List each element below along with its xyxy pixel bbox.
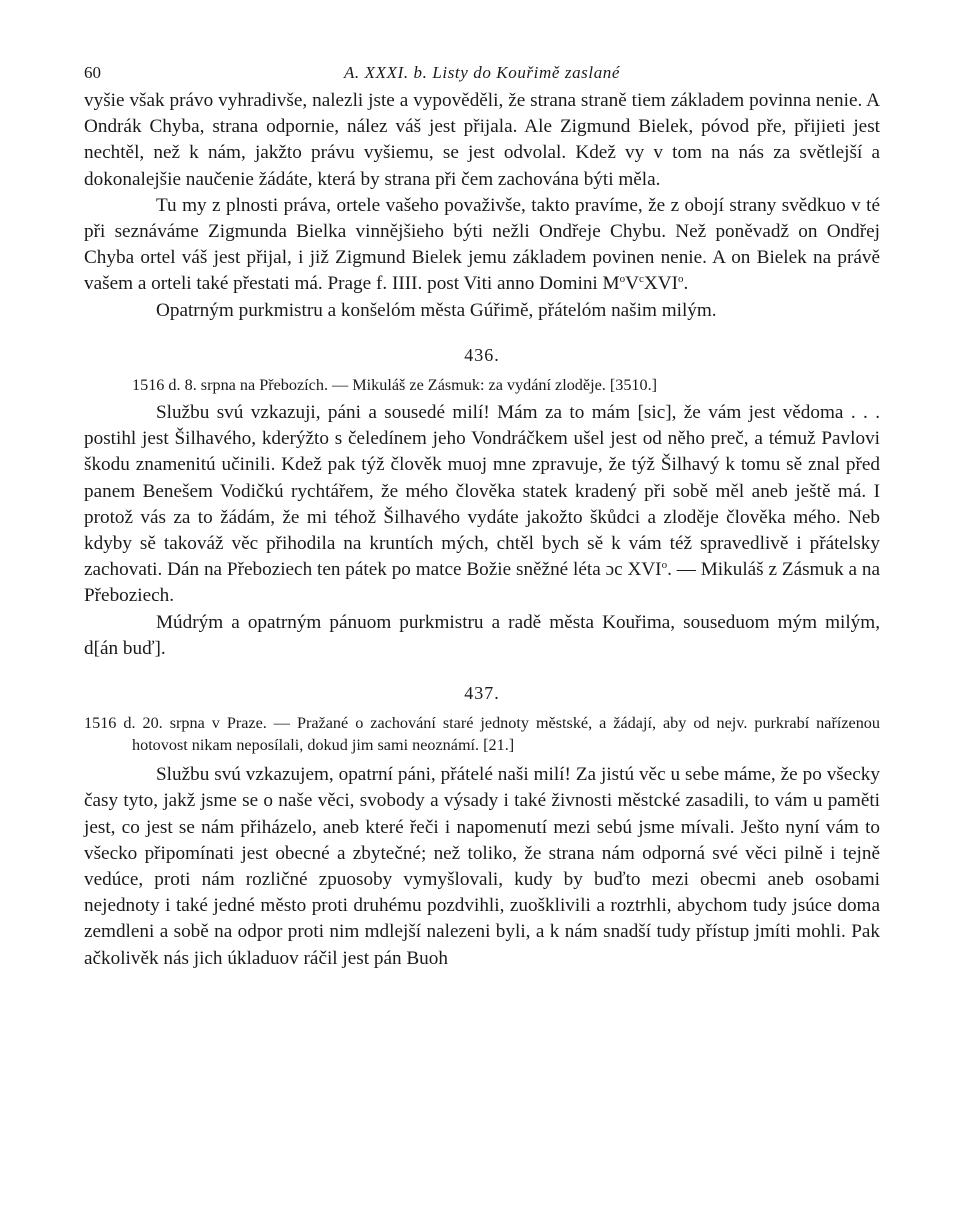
entry-regest: 1516 d. 20. srpna v Praze. — Pražané o zachování staré jednoty městské, a žádají, aby od nejv. purkrabí nařízenou hotovost nikam neposílali, dokud jim sami neoznámí. [21.] [84,714,880,755]
date-superscript: o [619,273,626,286]
letter-text: Službu svú vzkazuji, páni a sousedé milí! Mám za to mám [sic], že vám jest vědoma . . . postihl jest Šilhavého, kderýžto s čeledínem jeho Vondráčkem ušel jest od něho preč, a témuž Pavlovi škodu znamenitú učinili. Kdež pak týž člověk muoj mne zpravuje, že týž Šilhavý k tomu sě znal před panem Benešem Vodičkú rychtářem, že mého člověka statek kradený při sobě měl aneb ještě má. I protož vás za to žádám, že mi téhož Šilhavého vydáte jakožto škůdci a zloděje člověka mého. Neb kdyby sě takováž věc přihodila na kruntích mých, chtěl bych sě k vám též spravedlivě i přátelsky zachovati. Dán na Přeboziech ten pátek po matce Božie sněžné léta ɔc XVI [84,402,880,581]
running-title: A. XXXI. b. Listy do Kouřimě zaslané [343,63,621,82]
date-superscript: o [677,273,684,286]
letter-signature: . — Mikuláš z Zásmuk a na Přeboziech. [84,559,880,607]
date-superscript: c [638,273,644,286]
page-number: 60 [84,63,101,82]
entry-regest: 1516 d. 8. srpna na Přebozích. — Mikuláš ze Zásmuk: za vydání zloděje. [3510.] [132,376,658,395]
date-text: V [625,273,639,295]
letter-paragraph [84,400,880,610]
entry-number: 437. [464,683,500,704]
document-page [84,58,880,972]
date-superscript: o [661,559,668,572]
entry-number: 436. [464,344,500,365]
date-text: . [683,273,689,295]
date-text: XVI [643,273,678,295]
address-line: Múdrým a opatrným pánuom purkmistru a radě města Kouřima, souseduom mým milým, d[án buď]. [84,611,880,659]
page-header [84,58,880,88]
letter-paragraph: Službu svú vzkazujem, opatrní páni, přátelé naši milí! Za jistú věc u sebe máme, že po všecky časy tyto, jakž jsme se o naše věci, svobody a výsady i také živnosti městcké zasadili, to vám u paměti jest, co jest se nám přiházelo, aneb které řeči i napomenutí mezi sebú jsme mívali. Ješto nyní vám to všecko připomínati jest obecné a zbytečné; než toliko, že strana nám odporná své věci pilně i tejně vedúce, proti nám rozličné zpuosoby vymyšlovali, kudy by buďto mezi obecmi aneb osobami nejednoty i také jedné město proti druhému pozdvihli, zuošklivili a roztrhli, abychom tudy jsúce doma zemdleni a sobě na odpor proti nim mdlejší nalezeni byli, a k nám snadší tudy přístup jmíti mohli. Pak ačkolivěk nás jich úkladuov ráčil jest pán Buoh [84,764,880,969]
verdict-text: Tu my z plnosti práva, ortele vašeho považivše, takto pravíme, že z obojí strany svědkuo v té při seznáváme Zigmunda Bielka vinnějšieho býti nežli Ondřeje Chybu. Než poněvadž on Ondřej Chyba ortel váš jest přijal, i již Zigmund Bielek jemu základem povinen nenie. A on Bielek na právě vašem a orteli také přestati má. Prage f. IIII. post Viti anno Domini M [84,194,880,295]
address-line: Opatrným purkmistru a konšelóm města Gúřimě, přátelóm našim milým. [156,299,717,321]
verdict-paragraph [84,193,880,298]
continued-paragraph: vyšie však právo vyhradivše, nalezli jste a vypověděli, že strana straně tiem základem povinna nenie. A Ondrák Chyba, strana odpornie, nález váš jest přijala. Ale Zigmund Bielek, póvod pře, přijieti jest nechtěl, než k nám, jakžto právu vyšiemu, se jest odvolal. Kdež vy v tom na nás za světlejší a dokonalejšie naučenie žádáte, která by strana při čem zachována býti měla. [84,90,880,190]
